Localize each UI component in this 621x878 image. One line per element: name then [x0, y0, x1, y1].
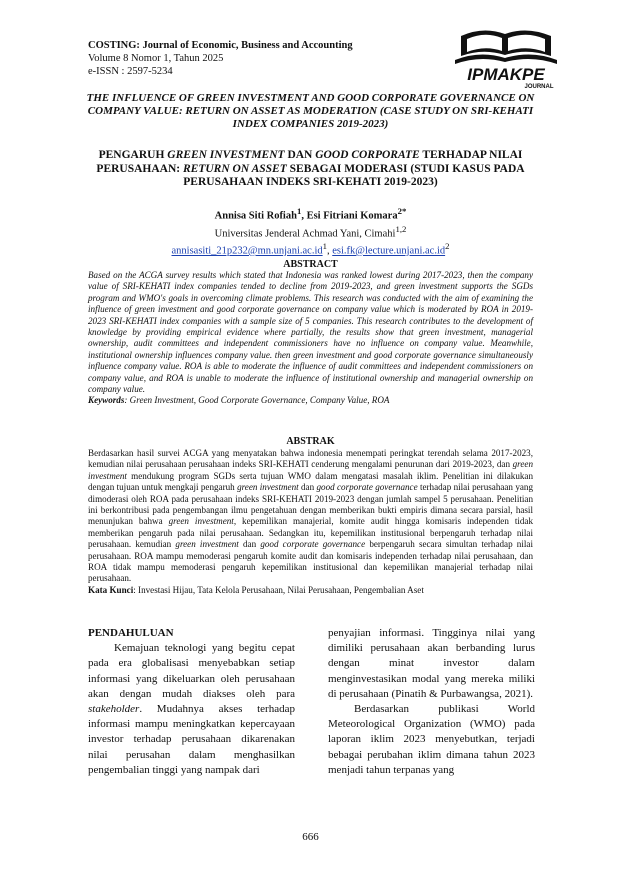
author-emails: $annisasiti\_21p232@mn.unjani.ac.id^1$, $esi.fk@lecture.unjani.ac.id^2$ [171, 241, 450, 257]
intro-paragraph-1: Kemajuan teknologi yang begitu cepat pada era globalisasi menyebabkan setiap informasi yang dikeluarkan oleh perusahaan akan dengan mudah diakses oleh para stakeholder. Mudahnya akses terhadap informasi mampu meningkatkan kepercayaan investor terhadap perusahaan dikarenakan nilai perusahan dalam menghasilkan pengembalian tinggi yang nampak dari [88, 642, 295, 776]
keywords: Keywords: Green Investment, Good Corporate Governance, Company Value, ROA [88, 395, 390, 406]
abstract-heading: ABSTRACT [283, 259, 338, 270]
journal-name: COSTING: Journal of Economic, Business and Accounting [88, 40, 353, 51]
book-logo-icon [447, 22, 565, 90]
page-number: 666 [302, 831, 319, 843]
author-block [80, 205, 541, 258]
email-link-2[interactable]: esi.fk@lecture.unjani.ac.id [332, 245, 446, 257]
logo-subtext: JOURNAL [524, 84, 554, 90]
intro-paragraph-1-cont: penyajian informasi. Tingginya nilai yang dimiliki perusahaan akan berbanding lurus dengan minat investor dalam menginvestasikan modal yang mereka miliki di perusahaan (Pinatih & Purbawangsa, 2021). [328, 627, 535, 700]
abstrak-body: Berdasarkan hasil survei ACGA yang menyatakan bahwa indonesia menempati peringkat terendah selama 2017-2023, kemudian nilai perusahaan perusahaan indeks SRI-KEHATI cenderung mengalami penurunan dari 2019-2023, dan green investment mendukung program SGDs serta tujuan WMO dalam mengatasi masalah iklim. Penelitian ini dilakukan dengan tujuan untuk mengkaji pengaruh green investment dan good corporate governance terhadap nilai perusahaan yang dimoderasi oleh ROA pada perusahaan indeks SRI-KEHATI 2019-2023 dengan jumlah sampel 5 perusahaan. Penelitian ini berkontribusi pada pengembangan ilmu pengetahuan dengan memberikan bukti empiris dimana secara parsial, hasil menunjukan bahwa green investment, kepemilikan manajerial, komite audit hingga komisaris independen tidak memberikan pengaruh pada nilai perusahaan. Sedangkan itu, kepemilikan institusional berpengaruh terhadap nilai perusahaan. kemudian green investment dan good corporate governance berpengaruh secara simultan terhadap nilai perusahaan. ROA mampu memoderasi pengaruh komite audit dan komisaris independen terhadap nilai perusahaan, dan ROA tidak mampu memoderasi pengaruh kepemilikan institusional dan kepemilikan manajerial terhadap nilai perusahaan. Kata Kunci: Investasi Hijau, Tata Kelola Perusahaan, Nilai Perusahaan, Pengembalian Aset [88, 448, 534, 595]
abstract-body: Based on the ACGA survey results which stated that Indonesia was ranked lowest during 2017-2023, then the company value of SRI-KEHATI index companies tended to decline from 2019-2023, and green investment supports the SGDs program and WMO's goals in overcoming climate problems. This research was conducted with the aim of examining the influence of green investment and good corporate governance on company value which is moderated by ROA in 2019-2023 SRI-KEHATI index companies with a sample size of 5 companies. This research contributes to the development of knowledge by providing empirical evidence where partially, the results show that green investment, managerial ownership, audit committees and independent commissioners have no influence on company value. Meanwhile, institutional ownership influences company value. then green investment and good corporate governance simultaneously influence company value. ROA is able to moderate the influence of audit committees and independent commissioners on company value, and ROA is unable to moderate the influence of institutional ownership and managerial ownership on company value. Keywords: Green Investment, Good Corporate Governance, Company Value, ROA [88, 270, 533, 406]
kata-kunci: Kata Kunci: Investasi Hijau, Tata Kelola Perusahaan, Nilai Perusahaan, Pengembalian Aset [88, 584, 424, 595]
paper-title-indonesian: PENGARUH GREEN INVESTMENT DAN GOOD CORPORATE TERHADAP NILAI PERUSAHAAN: RETURN ON ASSET SEBAGAI MODERASI (STUDI KASUS PADA PERUSAHAAN INDEKS SRI-KEHATI 2019-2023) [96, 149, 525, 188]
journal-header [88, 39, 353, 78]
affiliation: Universitas Jenderal Achmad Yani, Cimahi$^{1,2}$ [214, 223, 407, 239]
logo-wordmark: IPMAKPE [467, 65, 545, 84]
journal-volume: Volume 8 Nomor 1, Tahun 2025 [88, 53, 224, 64]
abstrak-heading: ABSTRAK [286, 436, 335, 447]
email-link-1[interactable]: annisasiti_21p232@mn.unjani.ac.id [171, 245, 323, 257]
body-left-column [88, 626, 295, 778]
body-right-column [328, 626, 535, 778]
paper-title-english: THE INFLUENCE OF GREEN INVESTMENT AND GOOD CORPORATE GOVERNANCE ON COMPANY VALUE: RETURN ON ASSET AS MODERATION (CASE STUDY ON SRI-KEHATI INDEX COMPANIES 2019-2023) [86, 92, 535, 130]
journal-issn: e-ISSN : 2597-5234 [88, 66, 173, 77]
intro-paragraph-2: Berdasarkan publikasi World Meteorological Organization (WMO) pada laporan iklim 2023 menyebutkan, terjadi bebagai perubahan iklim dimana tahun 2023 menjadi tahun terpanas yang [328, 703, 535, 776]
author-names: Annisa Siti Rofiah$^1$, Esi Fitriani Komara$^{2*}$ [214, 206, 407, 222]
section-heading-pendahuluan: PENDAHULUAN [88, 627, 174, 639]
journal-logo [447, 22, 565, 90]
